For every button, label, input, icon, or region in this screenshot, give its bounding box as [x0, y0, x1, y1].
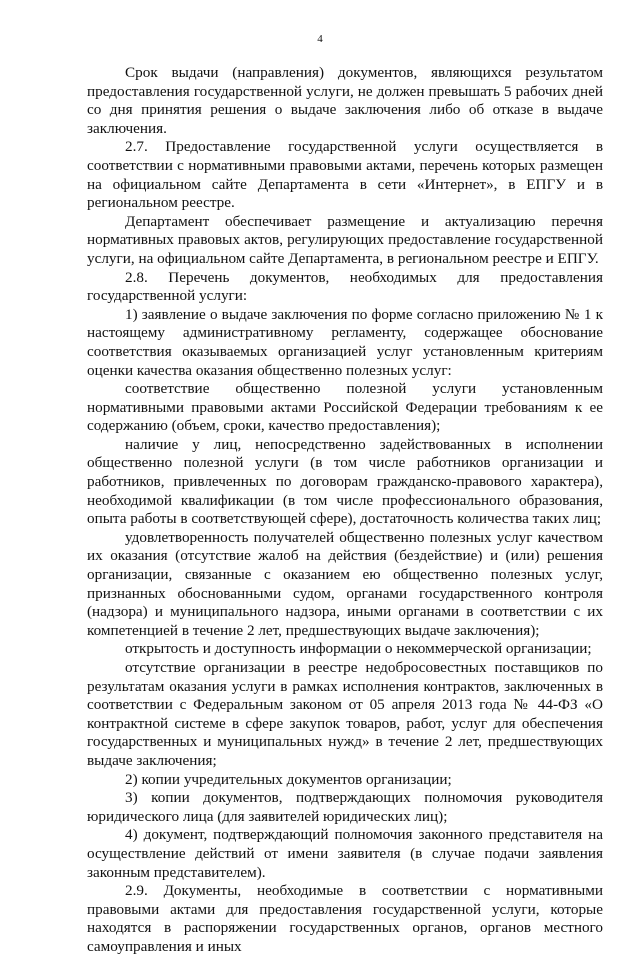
- paragraph: 2.8. Перечень документов, необходимых для предоставления государственной услуги:: [87, 268, 603, 305]
- paragraph: отсутствие организации в реестре недобросовестных поставщиков по результатам оказания услуги в рамках исполнения контрактов, заключенных в соответствии с Федеральным законом от 05 апреля 2013 года № 44-ФЗ «О контрактной системе в сфере закупок товаров, работ, услуг для обеспечения государственных и муниципальных нужд» в течение 2 лет, предшествующих выдаче заключения;: [87, 659, 603, 769]
- document-body: [87, 64, 603, 957]
- paragraph: 4) документ, подтверждающий полномочия законного представителя на осуществление действий от имени заявителя (в случае подачи заявления законным представителем).: [87, 826, 603, 881]
- paragraph: наличие у лиц, непосредственно задействованных в исполнении общественно полезной услуги (в том числе работников организации и работников, привлеченных по договорам гражданско-правового характера), необходимой квалификации (в том числе профессионального образования, опыта работы в соответствующей сфере), достаточность количества таких лиц;: [87, 435, 603, 528]
- paragraph: 2.9. Документы, необходимые в соответствии с нормативными правовыми актами для предоставления государственной услуги, которые находятся в распоряжении государственных органов, органов местного самоуправления и иных: [87, 882, 603, 955]
- paragraph: 1) заявление о выдаче заключения по форме согласно приложению № 1 к настоящему административному регламенту, содержащее обоснование соответствия оказываемых организацией услуг установленным критериям оценки качества оказания общественно полезных услуг:: [87, 305, 603, 379]
- paragraph: 2.7. Предоставление государственной услуги осуществляется в соответствии с нормативными правовыми актами, перечень которых размещен на официальном сайте Департамента в сети «Интернет», в ЕПГУ и в региональном реестре.: [87, 138, 603, 212]
- paragraph: соответствие общественно полезной услуги установленным нормативными правовыми актами Российской Федерации требованиям к ее содержанию (объем, сроки, качество предоставления);: [87, 380, 603, 435]
- paragraph: удовлетворенность получателей общественно полезных услуг качеством их оказания (отсутствие жалоб на действия (бездействие) и (или) решения организации, связанные с оказанием ею общественно полезных услуг, признанных обоснованными судом, органами государственного контроля (надзора) и муниципального надзора, иными органами в соответствии с их компетенцией в течение 2 лет, предшествующих выдаче заключения);: [87, 528, 603, 639]
- paragraph: 2) копии учредительных документов организации;: [125, 770, 452, 788]
- paragraph: Срок выдачи (направления) документов, являющихся результатом предоставления государственной услуги, не должен превышать 5 рабочих дней со дня принятия решения о выдаче заключения либо об отказе в выдаче заключения.: [87, 64, 603, 137]
- paragraph: 3) копии документов, подтверждающих полномочия руководителя юридического лица (для заявителей юридических лиц);: [87, 789, 603, 825]
- page-number: 4: [317, 33, 323, 45]
- paragraph: открытость и доступность информации о некоммерческой организации;: [125, 640, 592, 658]
- paragraph: Департамент обеспечивает размещение и актуализацию перечня нормативных правовых актов, регулирующих предоставление государственной услуги, на официальном сайте Департамента, в региональном реестре и ЕПГУ.: [87, 212, 603, 267]
